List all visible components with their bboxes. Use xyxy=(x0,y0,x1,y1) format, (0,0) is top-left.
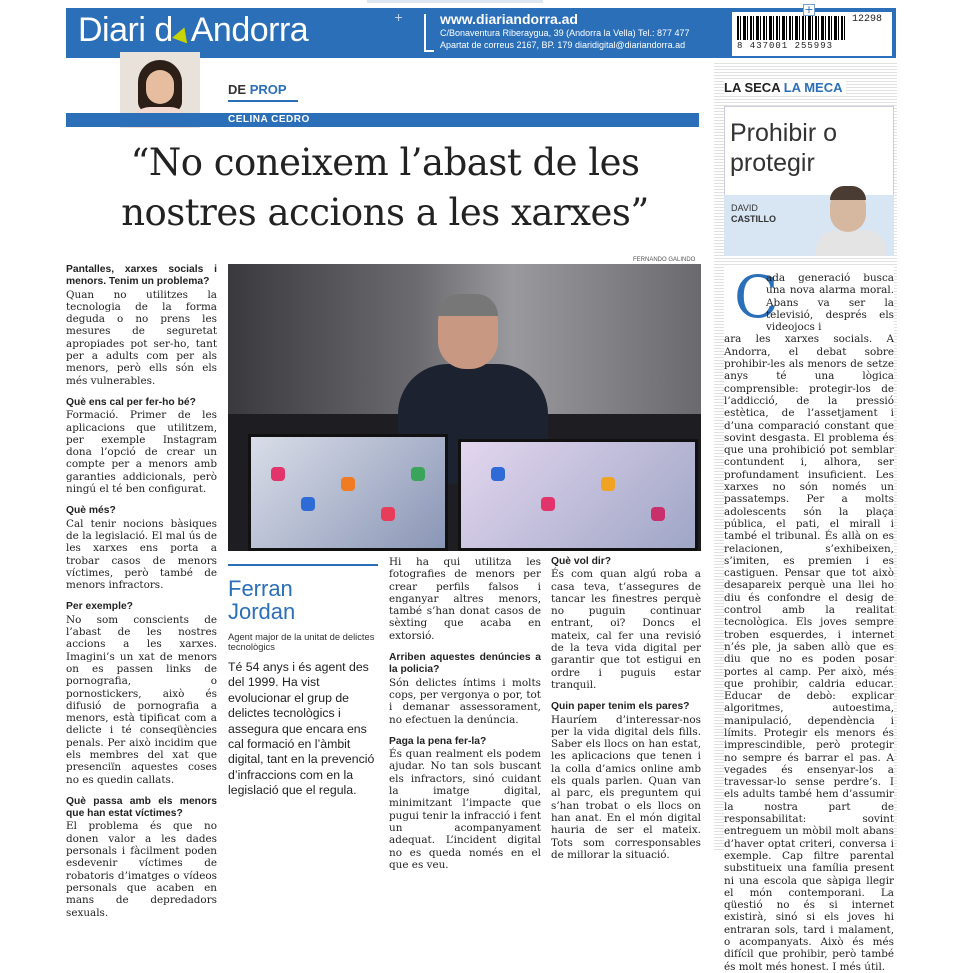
question: Què vol dir? xyxy=(551,556,612,567)
qa-block xyxy=(66,397,217,495)
answer: Cal tenir nocions bàsiques de la legislació. El mal ús de les xarxes ens porta a trobar casos de menors víctimes, però també de menors infractors. xyxy=(66,517,217,592)
answer: És com quan algú roba a casa teva, t’assegures de tancar les finestres perquè no puguin continuar entrant, oi? Doncs el mateix, cal fer una revisió de la teva vida digital per garantir que tot estigui en ordre i puguis estar tranquil. xyxy=(551,568,701,691)
issue-number: 12298 xyxy=(852,14,883,25)
qa-block xyxy=(66,264,217,387)
section-underline xyxy=(228,100,298,102)
answer: Quan no utilitzes la tecnologia de la forma deguda o no prens les mesures de seguretat apropiades pot ser-ho, tant per a adults com per als menors, però ells són els més vulnerables. xyxy=(66,288,217,387)
answer: Hauríem d’interessar-nos per la vida digital dels fills. Saber els llocs on han estat, les aplicacions que tenen i la colla d’amics online amb els quals parlen. Quan van al parc, els preguntem qui s’han trobat o els llocs on han anat. En el món digital hauria de ser el mateix. Tots som corresponsables de millorar la situació. xyxy=(551,713,701,861)
zoom-plus-button[interactable]: + xyxy=(804,3,814,16)
question: Què més? xyxy=(66,505,116,517)
qa-block xyxy=(66,601,217,785)
name-rule xyxy=(228,564,378,566)
opinion-author-photo xyxy=(812,182,890,256)
interviewee-last: Jordan xyxy=(228,599,296,624)
question: Arriben aquestes denúncies a la policia? xyxy=(389,652,541,676)
logo-text-1: Diari d xyxy=(78,11,173,49)
opinion-section-2: LA MECA xyxy=(783,80,843,95)
section-label xyxy=(228,82,287,97)
column-4 xyxy=(551,556,701,871)
monitor-left xyxy=(248,434,448,551)
qa-block xyxy=(551,556,701,691)
author-bar xyxy=(66,113,699,127)
address: C/Bonaventura Riberaygua, 39 (Andorra la Vella) xyxy=(440,28,636,38)
opinion-dropcap: C xyxy=(734,263,779,331)
question: Què passa amb els menors que han estat víctimes? xyxy=(66,795,217,820)
newspaper-logo[interactable] xyxy=(78,11,308,50)
answer: El problema és que no donen valor a les dades personals i fàcilment poden esdevenir víctimes de robatoris d’imatges o vídeos personals que acaben en mans de depredadors sexuals. xyxy=(66,820,217,919)
column-1 xyxy=(66,264,217,929)
barcode-digits: 8 437001 255993 xyxy=(737,41,834,51)
photo-credit: FERNANDO GALINDO xyxy=(633,257,696,263)
top-accent-line xyxy=(367,0,543,3)
opinion-lead: ada generació busca una nova alarma moral. Abans va ser la televisió, després els videojocs i xyxy=(766,272,894,334)
website-link[interactable]: www.diariandorra.ad xyxy=(440,11,578,27)
qa-block xyxy=(66,505,217,591)
plus-icon: + xyxy=(394,11,404,24)
answer: No som conscients de l’abast de les nostres accions a les xarxes. Imagini’s un xat de menors on es passen links de pornografia, o pornostickers, això és difusió de pornografia a menors, està tipificat com a delicte i té conseqüències penals. Per això incidim que els membres del xat que presenciïn aquestes coses no es quedin callats. xyxy=(66,613,217,786)
question: Quin paper tenim els pares? xyxy=(551,701,690,713)
column-3 xyxy=(389,556,541,881)
qa-block xyxy=(389,652,541,726)
answer: Hi ha qui utilitza les fotografies de menors per crear perfils falsos i enganyar altres menors, també s’han donat casos de sèxting que acaba en extorsió. xyxy=(389,556,541,642)
corner-bracket-icon xyxy=(424,14,434,52)
opinion-author-first: DAVID xyxy=(731,203,758,213)
opinion-body xyxy=(724,272,894,973)
question: Què ens cal per fer-ho bé? xyxy=(66,396,196,408)
qa-block xyxy=(551,701,701,861)
qa-block xyxy=(389,736,541,871)
qa-block xyxy=(66,796,217,919)
interviewee-first: Ferran xyxy=(228,576,293,601)
interviewee-name xyxy=(228,577,295,623)
qa-block xyxy=(389,556,541,642)
pobox: Apartat de correus 2167, BP. 179 xyxy=(440,40,573,50)
author-name: CELINA CEDRO xyxy=(228,114,310,125)
question: Pantalles, xarxes socials i menors. Tenim un problema? xyxy=(66,264,217,288)
headline: “No coneixem l’abast de les nostres accions a les xarxes” xyxy=(121,141,649,234)
question: Per exemple? xyxy=(66,601,133,613)
monitor-right xyxy=(458,439,698,551)
contact-block xyxy=(440,11,690,51)
main-photo xyxy=(228,264,701,551)
opinion-author-last: CASTILLO xyxy=(731,214,776,224)
interviewee-role: Agent major de la unitat de delictes tecnològics xyxy=(228,631,375,652)
opinion-section-label xyxy=(724,80,846,95)
opinion-title: Prohibir o protegir xyxy=(730,119,837,177)
answer: Són delictes íntims i molts cops, per vergonya o por, tot i demanar assessorament, no efectuen la denúncia. xyxy=(389,676,541,726)
answer: És quan realment els podem ajudar. No tan sols buscant els infractors, sinó cuidant la imatge digital, minimitzant l’impacte que pugui tenir la infracció i fent un acompanyament adequat. L’incident digital no es queda només en el que es veu. xyxy=(389,748,541,871)
section-part2: PROP xyxy=(249,82,287,97)
interviewee-intro: Té 54 anys i és agent des del 1999. Ha vist evolucionar el grup de delictes tecnològics i assegura que encara ens cal formació en l’àmbit digital, tant en la prevenció d’infraccions com en la legislació que el regula. xyxy=(228,660,375,798)
answer: Formació. Primer de les aplicacions que utilitzem, per exemple Instagram dona l’opció de crear un compte per a menors amb garanties addicionals, però ningú el té ben configurat. xyxy=(66,409,217,496)
opinion-text: ara les xarxes socials. A Andorra, el debat sobre prohibir-les als menors de setze anys té una lògica comprensible: protegir-los de l’addicció, de la pressió estètica, de l’assetjament i d’una comparació constant que sovint desgasta. El problema és que una prohibició pot semblar contundent i, alhora, ser profundament insuficient. Les xarxes no són només un passatemps. Per a molts adolescents són la plaça pública, el pati, el mirall i també el tribunal. És allà on es relacionen, s’exhibeixen, s’imiten, es premien i es castiguen. Pensar que tot això desapareix perquè una llei ho diu és confondre el desig de control amb la realitat tecnològica. Els joves sempre troben esquerdes, i internet n’és ple, ja saben allò que es diu que no es poden posar portes al camp. Per això, més que prohibir, caldria educar. Educar de debò: explicar algoritmes, autoestima, manipulació, dependència i límits. Protegir els menors és imprescindible, però protegir no sempre és barrar el pas. A vegades és ensenyar-los a travessar-lo sense perdre’s. I els adults també hem d’assumir la nostra part de responsabilitat: sovint entreguem un mòbil molt abans d’haver optat criteri, conversa i exemple. Cap filtre parental substitueix una família present ni una escola que sàpiga llegir el món contemporani. La qüestió no és si internet existirà, sinó si els joves hi entraran sols, tard i malament, o acompanyats. Això és més difícil que prohibir, però també és molt més honest. I més útil. xyxy=(724,333,894,973)
logo-text-2: Andorra xyxy=(190,11,309,49)
email[interactable]: diaridigital@diariandorra.ad xyxy=(574,40,686,50)
opinion-author xyxy=(731,203,776,225)
phone: Tel.: 877 477 xyxy=(637,28,690,38)
question: Paga la pena fer-la? xyxy=(389,735,487,747)
opinion-section-1: LA SECA xyxy=(724,80,781,95)
barcode-icon xyxy=(737,16,847,40)
logo-triangle-icon xyxy=(172,25,192,44)
section-part1: DE xyxy=(228,82,247,97)
